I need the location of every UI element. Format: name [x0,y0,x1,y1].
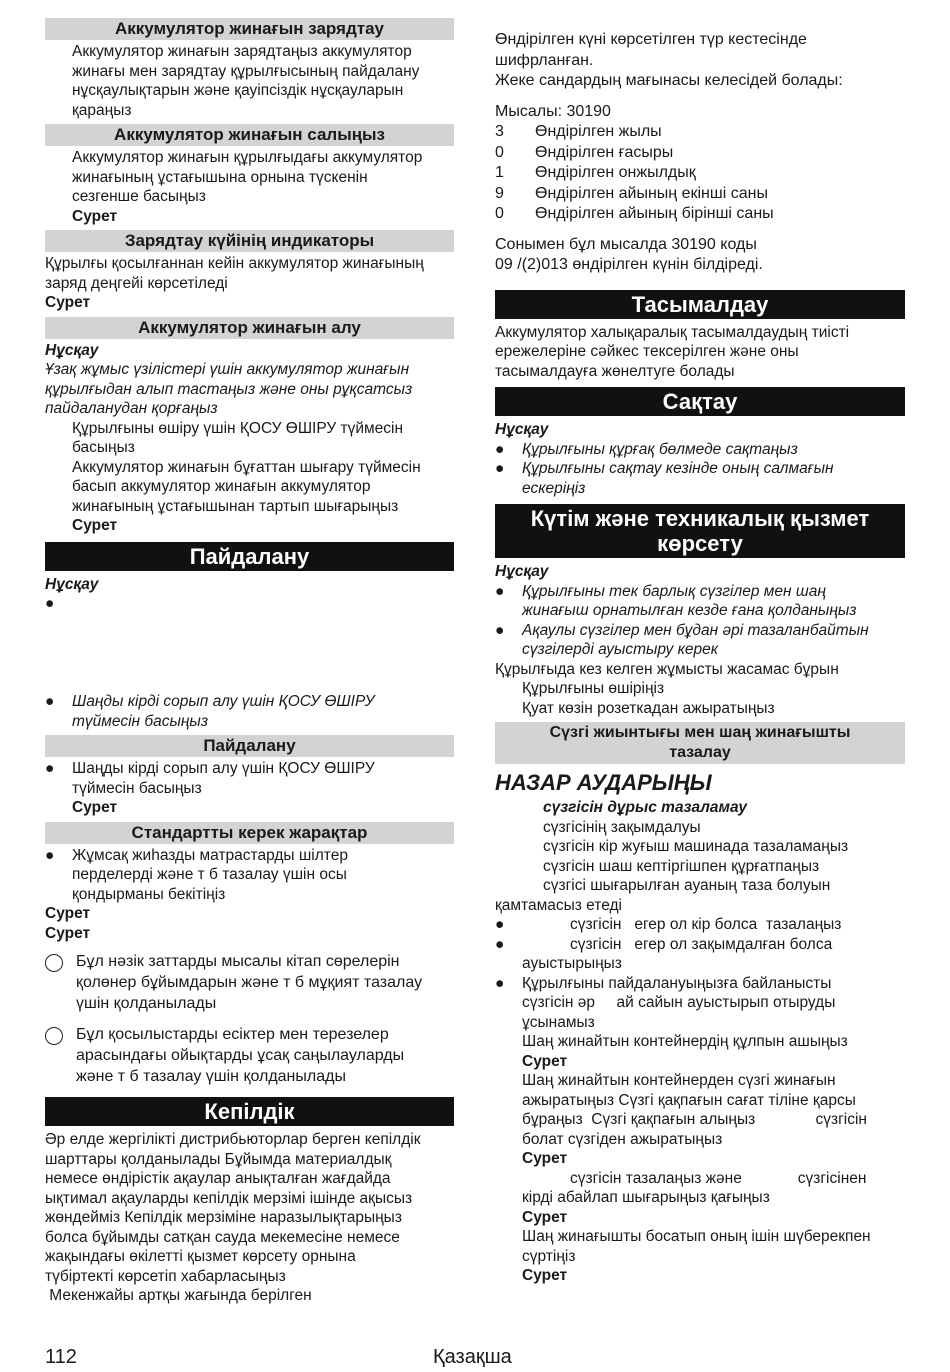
step-line: Шаң жинағышты босатып оның ішін шүберекпен [522,1228,871,1245]
bullet-dot: ● [495,621,505,639]
section-heading-warranty: Кепілдік [45,1097,454,1126]
bullet-line: сүзгісін әр ай сайын ауыстырып отыруды [522,994,836,1011]
code-meaning: Өндірілген жылы [535,123,662,140]
figure-ref: Сурет [522,1150,568,1167]
step-line: бұраңыз Сүзгі қақпағын алыңыз сүзгісін [522,1111,867,1128]
text-line: 09 /(2)013 өндірілген күнін білдіреді. [495,256,763,273]
text-line: Құрылғыны өшіріңіз [522,680,665,697]
circle-line: Бұл нәзік заттарды мысалы кітап сөрелерін [76,953,400,970]
section-heading-indicator: Зарядтау күйінің индикаторы [45,230,454,252]
example-line: Мысалы: 30190 [495,102,611,120]
text-line: басыңыз [72,439,135,456]
empty-bullet: ● [45,595,55,612]
text-line: Өндірілген күні көрсетілген түр кестесінде [495,31,807,48]
circle-line: арасындағы ойықтарды ұсақ саңылауларды [76,1047,405,1064]
text-line: жақындағы өкілетті қызмет көрсету орнына [45,1248,356,1265]
text-line: жинағы мен зарядтау құрылғысының пайдалану [72,62,420,80]
code-row [495,163,905,184]
code-digit: 1 [495,164,504,181]
text-line: шифрланған. [495,51,594,69]
bullet-item [495,621,905,660]
bullet-dot: ● [495,974,505,992]
bullet-dot: ● [495,916,505,933]
bullet-dot: ● [45,693,55,710]
section-heading-accessories: Стандартты керек жарақтар [45,822,454,844]
bullet-line: Шаңды кірді сорып алу үшін ҚОСУ ӨШІРУ [72,760,375,777]
section-heading-insert: Аккумулятор жинағын салыңыз [45,124,454,146]
bullet-line: Ақаулы сүзгілер мен бұдан әрі тазаланбайтын [522,621,869,639]
section-heading-usage: Пайдалану [45,542,454,571]
bullet-line: Жұмсақ жиһазды матрастарды шілтер [72,846,348,864]
step-line: кірді абайлап шығарыңыз қағыңыз [522,1189,770,1206]
step-line: сүзгісін тазалаңыз және сүзгісінен [570,1169,867,1187]
figure-ref: Сурет [522,1052,568,1070]
text-line: Құрылғыны өшіру үшін ҚОСУ ӨШІРУ түймесін [72,419,404,437]
warning-line: сүзгісін шаш кептіргішпен құрғатпаңыз [543,857,820,875]
bullet-dot: ● [495,935,505,953]
section-heading-maintenance [495,504,905,558]
bullet-item [495,582,905,621]
bullet-line: Құрылғыны тек барлық сүзгілер мен шаң [522,582,826,600]
text-line: Әр елде жергілікті дистрибьюторлар берген кепілдік [45,1131,421,1148]
bullet-item [45,759,454,818]
text-line: түбіртекті көрсетіп хабарласыңыз [45,1267,286,1285]
figure-ref: Сурет [45,905,91,922]
step-line: сүртіңіз [522,1247,576,1265]
circle-item [45,1024,454,1087]
note-label: Нұсқау [495,563,549,580]
circle-line: үшін қолданылады [76,995,217,1012]
note-line: пайдаланудан қорғаңыз [45,400,218,417]
warning-line: сүзгісін кір жуғыш машинада тазаламаңыз [543,838,849,855]
circle-icon [45,954,63,972]
text-line: жинағының ұстағышына орнына түскенін [72,168,368,186]
bullet-item [495,440,905,460]
figure-ref: Сурет [72,207,118,225]
warning-heading: НАЗАР АУДАРЫҢЫ [495,770,712,795]
bullet-line: түймесін басыңыз [72,779,202,797]
figure-ref: Сурет [72,799,118,816]
bullet-item [495,915,905,935]
text-line: Аккумулятор жинағын бұғаттан шығару түймесін [72,458,421,476]
text-line: Аккумулятор жинағын зарядтаңыз аккумулятор [72,43,412,60]
heading-line: Сүзгі жиынтығы мен шаң жинағышты [549,724,851,741]
circle-line: және т б тазалау үшін қолданылады [76,1068,346,1085]
text-line: тасымалдауға жөнелтуге болады [495,362,735,380]
step-line: Шаң жинайтын контейнерден сүзгі жинағын [522,1072,836,1089]
heading-line: тазалау [669,744,731,761]
bullet-dot: ● [45,846,55,864]
text-line: Мекенжайы артқы жағында берілген [45,1287,312,1304]
text-line: заряд деңгейі көрсетіледі [45,274,228,292]
bullet-item [495,974,905,1033]
code-meaning: Өндірілген айының бірінші саны [535,205,774,222]
warning-sub: сүзгісін дұрыс тазаламау [543,799,748,816]
text-line: шарттары қолданылады Бұйымда материалдық [45,1150,392,1168]
bullet-item [45,692,454,731]
code-digit: 0 [495,143,504,161]
text-line: жинағының ұстағышынан тартып шығарыңыз [72,497,399,515]
code-row [495,143,905,164]
text-line: басып аккумулятор жинағын аккумулятор [72,478,371,495]
page-number: 112 [45,1346,77,1368]
step-line: болат сүзгіден ажыратыңыз [522,1130,723,1148]
text-line: жөндейміз Кепілдік мерзіміне наразылықтарыңыз [45,1209,402,1226]
note-label: Нұсқау [45,341,99,359]
section-heading-charging: Аккумулятор жинағын зарядтау [45,18,454,40]
bullet-line: Құрылғыны құрғақ бөлмеде сақтаңыз [522,440,798,458]
bullet-item [495,459,905,498]
section-heading-usage-2: Пайдалану [45,735,454,757]
code-meaning: Өндірілген айының екінші саны [535,184,768,202]
bullet-line: сүзгісін егер ол кір болса тазалаңыз [570,916,842,933]
right-column [495,30,905,1286]
step-line: ажыратыңыз Сүзгі қақпағын сағат тіліне қарсы [522,1091,856,1109]
code-digit: 9 [495,184,504,202]
bullet-dot: ● [45,760,55,777]
figure-ref: Сурет [72,517,118,534]
bullet-line: сүзгісін егер ол зақымдалған болса [570,935,833,953]
circle-item [45,951,454,1014]
section-heading-transport: Тасымалдау [495,290,905,319]
code-row [495,184,905,205]
text-line: Жеке сандардың мағынасы келесідей болады: [495,72,843,89]
code-meaning: Өндірілген онжылдық [535,164,696,181]
code-digit: 0 [495,205,504,222]
code-digit: 3 [495,123,504,140]
text-line: қараңыз [72,101,132,119]
text-line: Құрылғы қосылғаннан кейін аккумулятор жинағының [45,255,424,272]
bullet-dot: ● [495,460,505,477]
code-meaning: Өндірілген ғасыры [535,143,674,161]
figure-ref: Сурет [522,1208,568,1226]
bullet-item [495,935,905,974]
text-line: Аккумулятор халықаралық тасымалдаудың тиісті [495,323,850,341]
bullet-line: сүзгілерді ауыстыру керек [522,641,719,658]
bullet-line: ауыстырыңыз [522,955,622,972]
text-line: Қуат көзін розеткадан ажыратыңыз [522,699,775,717]
warning-line: сүзгісі шығарылған ауаның таза болуын [543,877,831,894]
bullet-line: Құрылғыны сақтау кезінде оның салмағын [522,460,834,477]
code-row [495,122,905,143]
section-heading-storage: Сақтау [495,387,905,416]
figure-ref: Сурет [45,294,91,311]
circle-line: Бұл қосылыстарды есіктер мен терезелер [76,1026,389,1043]
bullet-line: Құрылғыны пайдалануыңызға байланысты [522,974,832,992]
figure-ref: Сурет [45,924,91,942]
bullet-line: түймесін басыңыз [72,712,209,730]
text-line: Құрылғыда кез келген жұмысты жасамас бұрын [495,660,839,678]
note-line: Ұзақ жұмыс үзілістері үшін аккумулятор жинағын [45,361,410,378]
bullet-line: перделерді және т б тазалау үшін осы [72,866,347,883]
note-line: құрылғыдан алып тастаңыз және оны рұқсатсыз [45,380,413,398]
section-heading-remove: Аккумулятор жинағын алу [45,317,454,339]
bullet-dot: ● [495,582,505,600]
code-row [495,204,905,225]
left-column [45,14,454,1306]
text-line: болса бұйымды сатқан сауда мекемесіне немесе [45,1228,400,1246]
figure-ref: Сурет [522,1267,568,1284]
heading-line: Күтім және техникалық қызмет [530,506,870,531]
bullet-item [45,846,454,905]
note-label: Нұсқау [45,575,99,593]
note-label: Нұсқау [495,421,549,438]
text-line: Аккумулятор жинағын құрылғыдағы аккумулятор [72,149,423,166]
text-line: ықтимал ақауларды кепілдік мерзімі ішінде ақысыз [45,1189,413,1207]
bullet-line: жинағыш орнатылған кезде ғана қолданыңыз [522,602,857,619]
bullet-line: ұсынамыз [522,1013,595,1031]
text-line: Сонымен бұл мысалда 30190 коды [495,235,757,253]
circle-line: қолөнер бұйымдарын және т б мұқият тазалау [76,974,423,991]
section-heading-filter [495,722,905,764]
text-line: немесе өндірістік ақаулар анықталған жағдайда [45,1170,391,1187]
bullet-line: қондырманы бекітіңіз [72,885,226,903]
text-line: сезгенше басыңыз [72,188,206,205]
footer-language: Қазақша [433,1346,512,1368]
warning-line: қамтамасыз етеді [495,896,622,914]
step-line: Шаң жинайтын контейнердің құлпын ашыңыз [522,1033,848,1050]
bullet-line: Шаңды кірді сорып алу үшін ҚОСУ ӨШІРУ [72,693,375,710]
circle-icon [45,1027,63,1045]
bullet-line: ескеріңіз [522,479,586,497]
heading-line: көрсету [657,531,743,556]
text-line: нұсқаулықтарын және қауіпсіздік нұсқауларын [72,82,404,99]
bullet-dot: ● [495,440,505,458]
text-line: ережелеріне сәйкес тексерілген және оны [495,343,799,360]
warning-line: сүзгісінің зақымдалуы [543,818,701,836]
